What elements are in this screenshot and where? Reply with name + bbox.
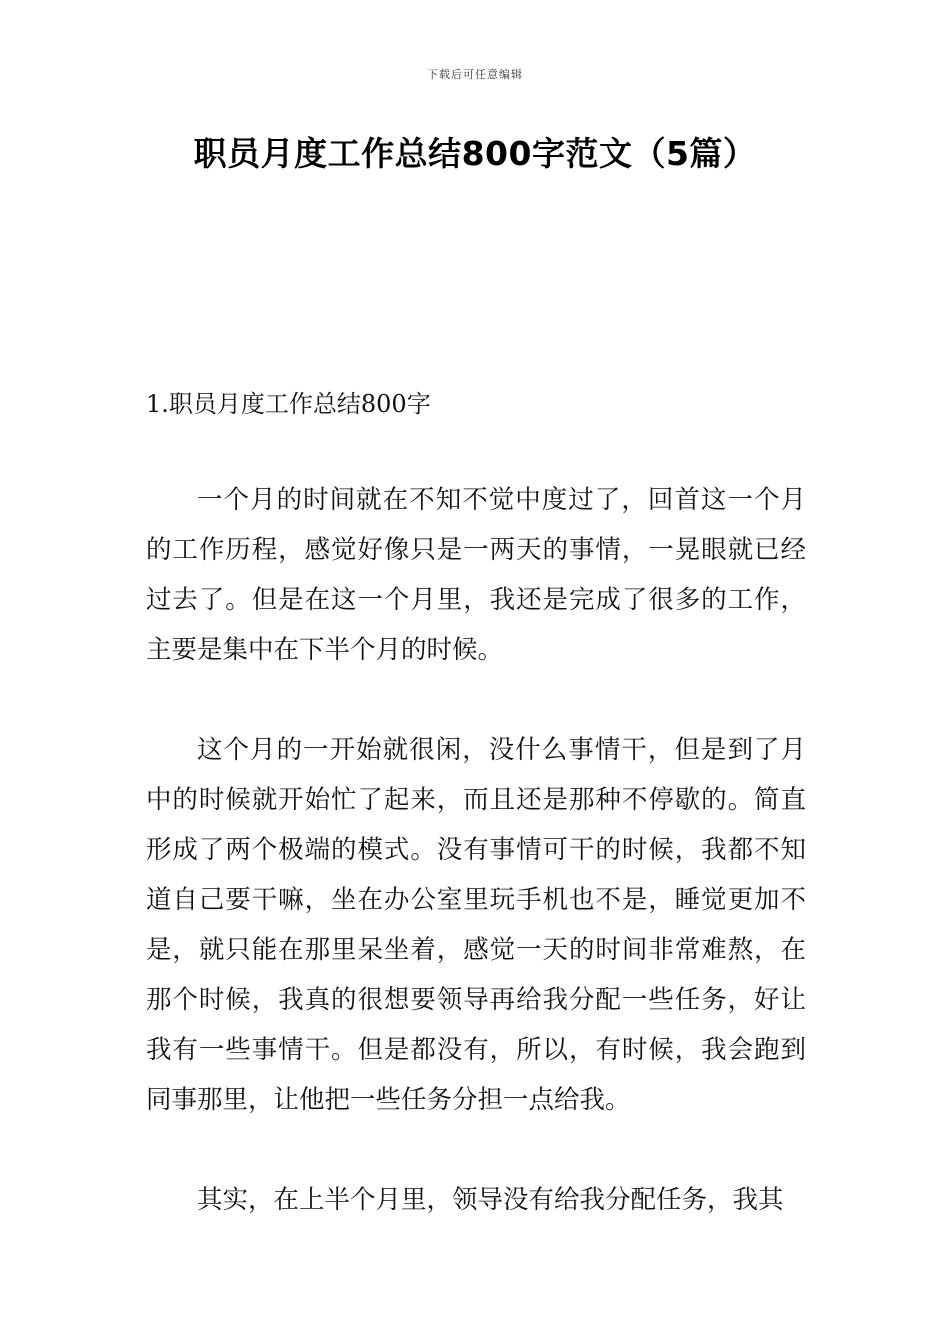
- body-text: [146, 475, 806, 1275]
- header-note: 下载后可任意编辑: [427, 68, 523, 81]
- section-heading: 1.职员月度工作总结800字: [146, 390, 431, 418]
- document-title: 职员月度工作总结800字范文（5篇）: [193, 134, 757, 173]
- paragraph-3: 其实，在上半个月里，领导没有给我分配任务，我其: [197, 1185, 784, 1215]
- paragraph-2: 这个月的一开始就很闲，没什么事情干，但是到了月中的时候就开始忙了起来，而且还是那种不停歇的。简直形成了两个极端的模式。没有事情可干的时候，我都不知道自己要干嘛，坐在办公室里玩手机也不是，睡觉更加不是，就只能在那里呆坐着，感觉一天的时间非常难熬，在那个时候，我真的很想要领导再给我分配一些任务，好让我有一些事情干。但是都没有，所以，有时候，我会跑到同事那里，让他把一些任务分担一点给我。: [146, 735, 806, 1115]
- paragraph-1: 一个月的时间就在不知不觉中度过了，回首这一个月的工作历程，感觉好像只是一两天的事情，一晃眼就已经过去了。但是在这一个月里，我还是完成了很多的工作，主要是集中在下半个月的时候。: [146, 485, 806, 665]
